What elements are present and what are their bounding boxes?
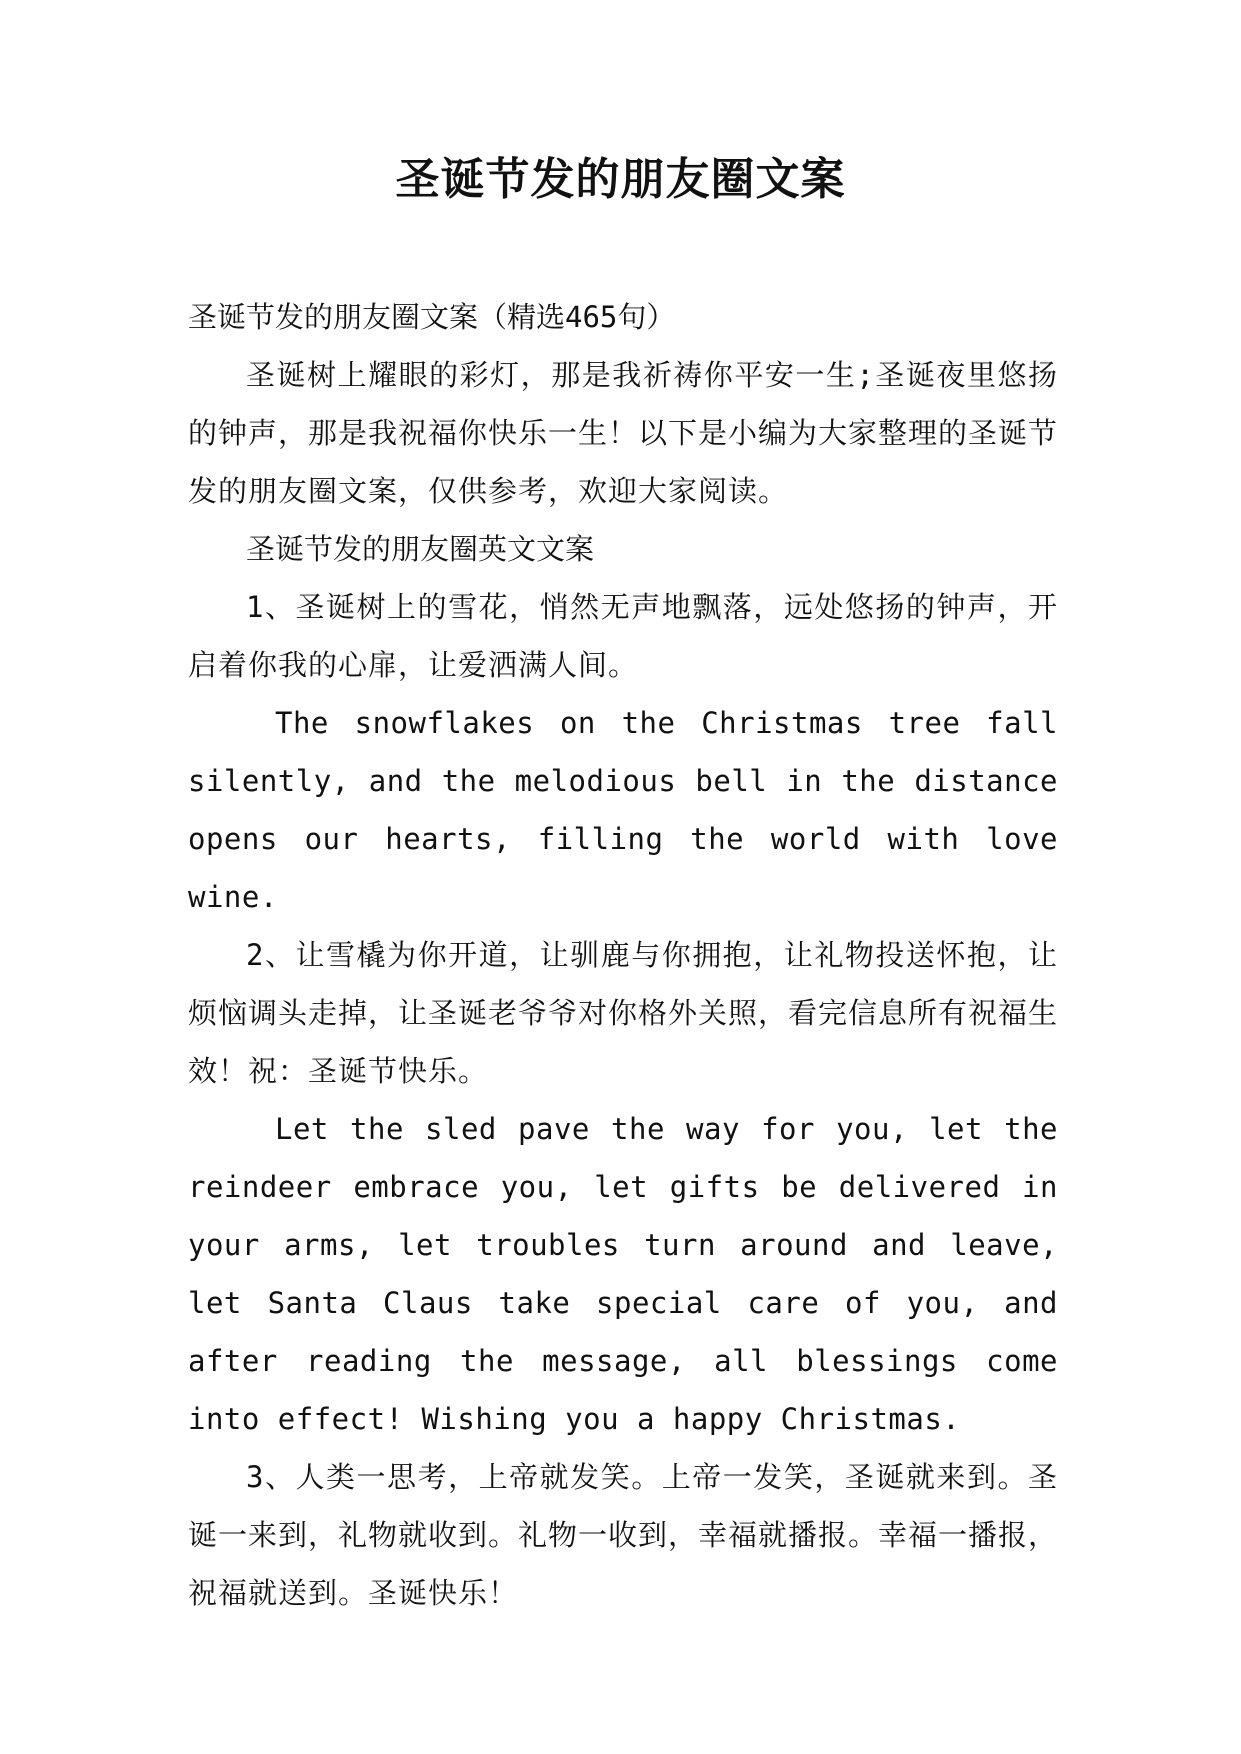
item-1-english: The snowflakes on the Christmas tree fall silently, and the melodious bell in the distance opens our hearts, filling the world with love wine. [188, 706, 1058, 914]
intro-paragraph: 圣诞树上耀眼的彩灯，那是我祈祷你平安一生;圣诞夜里悠扬的钟声，那是我祝福你快乐一生！以下是小编为大家整理的圣诞节发的朋友圈文案，仅供参考，欢迎大家阅读。 [188, 358, 1059, 508]
item-2-english: Let the sled pave the way for you, let the reindeer embrace you, let gifts be delivered in your arms, let troubles turn around and leave, let Santa Claus take special care of you, and after reading the message, all blessings come into effect! Wishing you a happy Christmas. [188, 1112, 1058, 1436]
document-title: 圣诞节发的朋友圈文案 [395, 154, 846, 205]
item-3-chinese: 3、人类一思考，上帝就发笑。上帝一发笑，圣诞就来到。圣诞一来到，礼物就收到。礼物一收到，幸福就播报。幸福一播报，祝福就送到。圣诞快乐！ [188, 1460, 1059, 1610]
item-2-chinese: 2、让雪橇为你开道，让驯鹿与你拥抱，让礼物投送怀抱，让烦恼调头走掉，让圣诞老爷爷对你格外关照，看完信息所有祝福生效！祝：圣诞节快乐。 [188, 938, 1059, 1088]
item-1-chinese: 1、圣诞树上的雪花，悄然无声地飘落，远处悠扬的钟声，开启着你我的心扉，让爱洒满人间。 [188, 590, 1058, 682]
document-subtitle: 圣诞节发的朋友圈文案（精选465句） [188, 300, 676, 334]
document-body [188, 288, 1058, 1622]
section-heading: 圣诞节发的朋友圈英文文案 [246, 532, 595, 566]
